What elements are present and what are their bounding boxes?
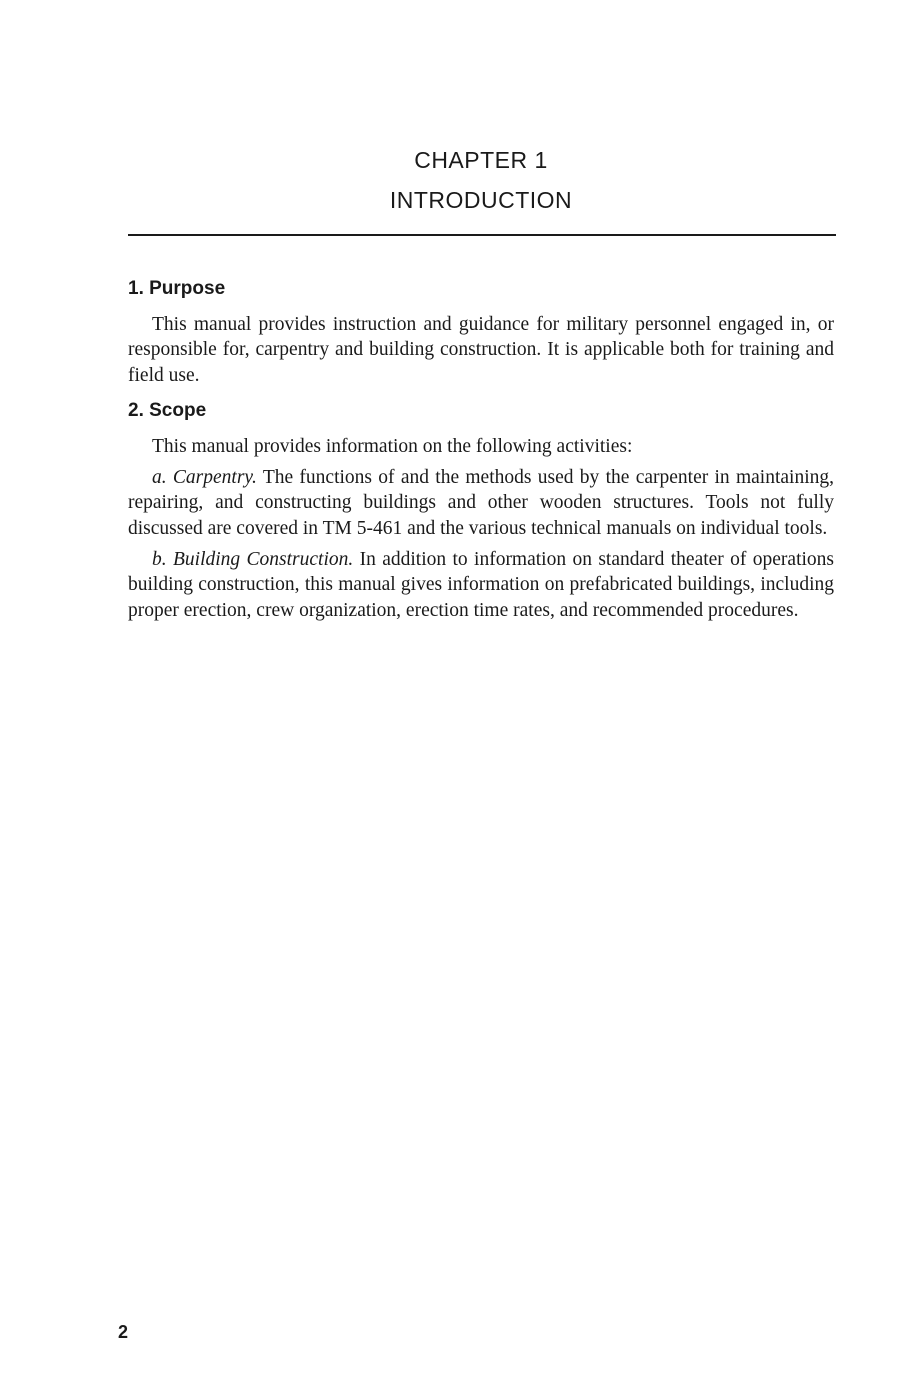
section-scope-intro: This manual provides information on the following activities: <box>152 435 633 457</box>
chapter-title: INTRODUCTION <box>389 187 573 213</box>
page-number: 2 <box>118 1322 129 1342</box>
section-scope-title: 2. Scope <box>128 399 207 421</box>
heading-rule <box>128 234 836 236</box>
section-purpose <box>128 276 834 388</box>
scope-item-b <box>128 547 834 623</box>
section-purpose-title: 1. Purpose <box>128 278 226 299</box>
scope-item-a <box>128 465 834 541</box>
document-body <box>128 276 834 633</box>
chapter-heading <box>0 140 902 220</box>
chapter-label: CHAPTER 1 <box>414 147 548 173</box>
scope-item-b-label: b. Building Construction. <box>152 549 354 571</box>
scope-item-a-label: a. Carpentry. <box>152 467 257 489</box>
section-purpose-text: This manual provides instruction and guidance for military personnel engaged in, or responsible for, carpentry and building construction. It is applicable both for training and field use. <box>128 314 834 386</box>
section-scope <box>128 398 834 623</box>
scope-item-b-text: In addition to information on standard theater of operations building construction, this manual gives information on prefabricated buildings, including proper erection, crew organization, erection time rates, and recommended procedures. <box>128 549 834 621</box>
scope-item-a-text: The functions of and the methods used by the carpenter in maintaining, repairing, and constructing buildings and other wooden structures. Tools not fully discussed are covered in TM 5-461 and the various technical manuals on individual tools. <box>128 467 835 539</box>
